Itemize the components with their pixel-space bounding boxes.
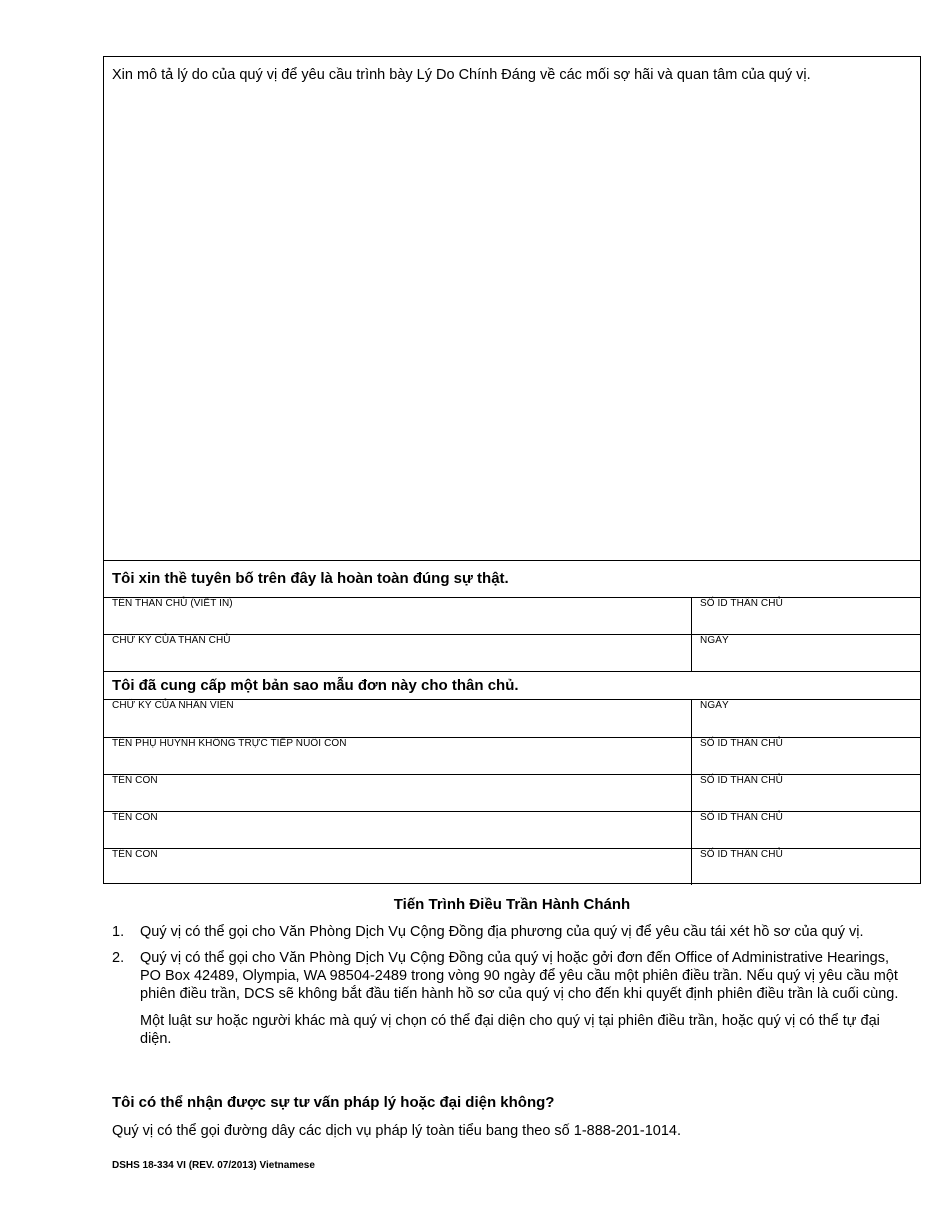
noncustodial-parent-field[interactable] (104, 738, 691, 774)
child-id-field[interactable] (692, 849, 920, 884)
representation-note: Một luật sư hoặc người khác mà quý vị chọn có thể đại diện cho quý vị tại phiên điều trần, hoặc quý vị có thể tự đại diện. (140, 1013, 880, 1047)
staff-date-label: NGÀY (700, 700, 729, 711)
divider (104, 671, 920, 672)
declaration-statement: Tôi xin thề tuyên bố trên đây là hoàn toàn đúng sự thật. (112, 570, 509, 587)
child-name-field[interactable] (104, 849, 691, 884)
client-date-field[interactable] (692, 635, 920, 671)
staff-date-field[interactable] (692, 700, 920, 737)
child-name-label: TÊN CON (112, 849, 158, 860)
child-id-label: SỐ ID THÂN CHỦ (700, 849, 783, 860)
noncustodial-parent-label: TÊN PHỤ HUYNH KHÔNG TRỰC TIẾP NUÔI CON (112, 738, 347, 749)
client-id-label: SỐ ID THÂN CHỦ (700, 598, 783, 609)
child-id-label: SỐ ID THÂN CHỦ (700, 775, 783, 786)
reason-prompt: Xin mô tả lý do của quý vị để yêu cầu trình bày Lý Do Chính Đáng về các mối sợ hãi và quan tâm của quý vị. (112, 67, 811, 83)
staff-signature-label: CHỮ KÝ CỦA NHÂN VIÊN (112, 700, 234, 711)
list-item (112, 923, 902, 941)
client-signature-label: CHỮ KÝ CỦA THÂN CHỦ (112, 635, 231, 646)
legal-advice-answer: Quý vị có thể gọi đường dây các dịch vụ pháp lý toàn tiểu bang theo số 1-888-201-1014. (112, 1123, 681, 1139)
noncustodial-id-field[interactable] (692, 738, 920, 774)
child-id-label: SỐ ID THÂN CHỦ (700, 812, 783, 823)
client-date-label: NGÀY (700, 635, 729, 646)
client-signature-field[interactable] (104, 635, 691, 671)
client-name-label: TÊN THÂN CHỦ (VIẾT IN) (112, 598, 233, 609)
copy-statement: Tôi đã cung cấp một bản sao mẫu đơn này cho thân chủ. (112, 677, 519, 694)
reason-text-area[interactable] (104, 87, 920, 559)
child-name-field[interactable] (104, 775, 691, 811)
staff-signature-field[interactable] (104, 700, 691, 737)
legal-advice-question: Tôi có thể nhận được sự tư vấn pháp lý hoặc đại diện không? (112, 1094, 555, 1111)
list-text: Quý vị có thể gọi cho Văn Phòng Dịch Vụ Cộng Đồng của quý vị hoặc gởi đơn đến Office of Administrative Hearings, PO Box 42489, Olympia, WA 98504-2489 trong vòng 90 ngày để yêu cầu một phiên điều trần. Nếu quý vị yêu cầu một phiên điều trần, DCS sẽ không bắt đầu tiến hành hồ sơ của quý vị cho đến khi quyết định phiên điều trần là cuối cùng. (140, 950, 899, 1002)
form-footer: DSHS 18-334 VI (REV. 07/2013) Vietnamese (112, 1160, 315, 1171)
noncustodial-id-label: SỐ ID THÂN CHỦ (700, 738, 783, 749)
child-name-label: TÊN CON (112, 812, 158, 823)
client-name-field[interactable] (104, 598, 691, 634)
divider (104, 560, 920, 561)
list-text: Quý vị có thể gọi cho Văn Phòng Dịch Vụ Cộng Đồng địa phương của quý vị để yêu cầu tái xét hồ sơ của quý vị. (140, 924, 864, 940)
child-name-label: TÊN CON (112, 775, 158, 786)
child-id-field[interactable] (692, 775, 920, 811)
good-cause-form (103, 56, 921, 884)
hearing-list (112, 923, 902, 1048)
child-name-field[interactable] (104, 812, 691, 848)
list-number: 2. (112, 950, 125, 966)
client-id-field[interactable] (692, 598, 920, 634)
hearing-section-title: Tiến Trình Điều Trần Hành Chánh (393, 896, 631, 913)
child-id-field[interactable] (692, 812, 920, 848)
list-number: 1. (112, 924, 125, 940)
list-item (112, 949, 902, 1003)
